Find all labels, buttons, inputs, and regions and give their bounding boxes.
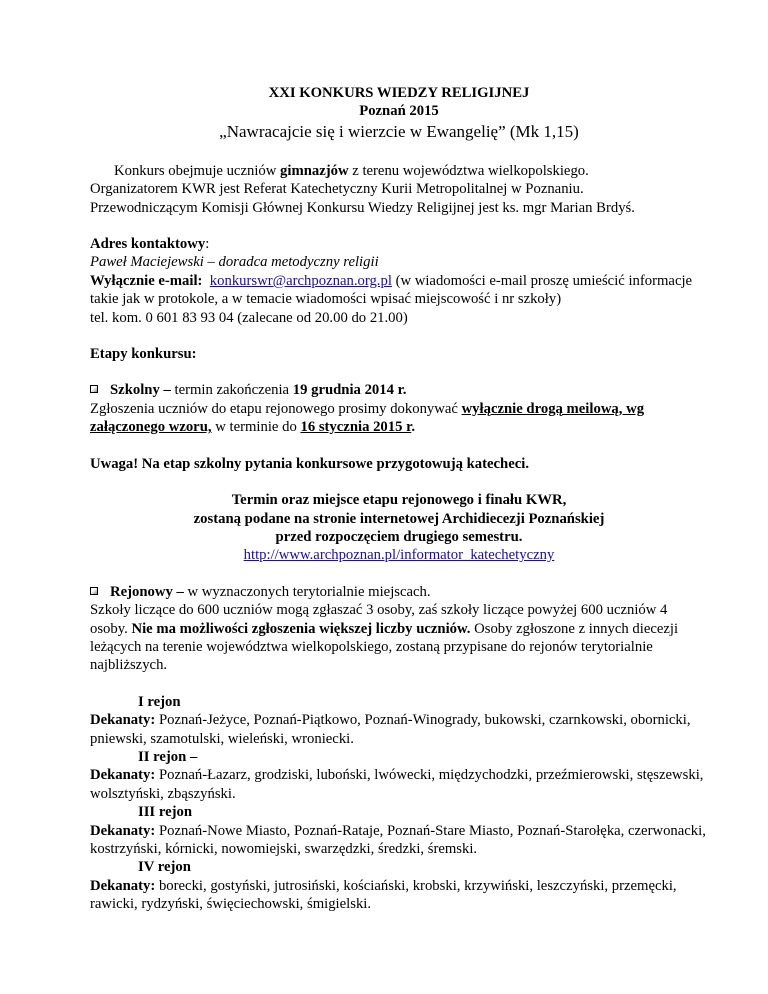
document-title: XXI KONKURS WIEDZY RELIGIJNEJ [268,85,530,101]
email-link[interactable]: konkurswr@archpoznan.org.pl [209,272,392,289]
stages-heading: Etapy konkursu: [90,346,197,363]
contact-heading: Adres kontaktowy: [90,236,210,253]
contact-person: Paweł Maciejewski – doradca metodyczny religii [90,254,379,271]
notice-line-1: Termin oraz miejsce etapu rejonowego i finału KWR, [231,492,567,509]
intro-line-3: Przewodniczącym Komisji Głównej Konkursu Wiedzy Religijnej jest ks. mgr Marian Brdyś. [90,199,635,216]
stage-regional-text: Rejonowy – w wyznaczonych terytorialnie miejscach. Szkoły liczące do 600 uczniów mogą zgłaszać 3 osoby, zaś szkoły liczące powyżej 600 uczniów 4 osoby. Nie ma możliwości zgłoszenia większej liczby uczniów. Osoby zgłoszone z innych diecezji leżących na terenie województwa wielkopolskiego, zostaną przypisane do rejonów terytorialnie najbliższych. [90,583,679,674]
contact-section [90,235,708,327]
submission-method: wyłącznie drogą meilową, wg załączonego wzoru, [90,400,645,436]
notice-line-2: zostaną podane na stronie internetowej Archidiecezji Poznańskiej [193,510,605,527]
checkbox-bullet-icon [90,385,98,393]
school-end-date: 19 grudnia 2014 r. [292,382,407,399]
regions-list [90,693,708,914]
email-label: Wyłącznie e-mail: [90,272,203,289]
stage-school [90,381,708,436]
intro-line-2: Organizatorem KWR jest Referat Katechetyczny Kurii Metropolitalnej w Poznaniu. [90,181,584,198]
region-deanery-list: Dekanaty: Poznań-Nowe Miasto, Poznań-Rataje, Poznań-Stare Miasto, Poznań-Starołęka, czerwonacki, kostrzyński, kórnicki, nowomiejski, swarzędzki, średzki, śremski. [90,822,706,857]
submission-deadline: 16 stycznia 2015 r [300,419,412,436]
checkbox-bullet-icon [90,587,98,595]
intro-bold-gimnazjow: gimnazjów [280,162,349,179]
intro-line-1: Konkurs obejmuje uczniów gimnazjów z terenu województwa wielkopolskiego. [114,162,589,179]
notice-url-line [90,546,708,564]
region-title: III rejon [138,804,192,821]
stage-school-line-2: Zgłoszenia uczniów do etapu rejonowego prosimy dokonywać wyłącznie drogą meilową, wg załączonego wzoru, w terminie do 16 stycznia 2015 r. [90,400,645,436]
stage-school-line-1: Szkolny – termin zakończenia 19 grudnia 2014 r. [90,381,708,399]
region-deanery-list: Dekanaty: Poznań-Jeżyce, Poznań-Piątkowo, Poznań-Winogrady, bukowski, czarnkowski, obornicki, pniewski, szamotulski, wieleński, wroniecki. [90,712,691,747]
notice-line-3: przed rozpoczęciem drugiego semestru. [275,528,523,545]
region-title: II rejon – [138,748,198,765]
document-motto: „Nawracajcie się i wierzcie w Ewangelię” (Mk 1,15) [219,121,579,141]
region-title: I rejon [138,693,181,710]
notice-block [90,491,708,565]
warning-note: Uwaga! Na etap szkolny pytania konkursowe przygotowują katecheci. [90,455,529,472]
contact-phone: tel. kom. 0 601 83 93 04 (zalecane od 20.00 do 21.00) [90,309,408,326]
document-subtitle: Poznań 2015 [359,103,439,120]
region-item [90,858,708,913]
region-item [90,748,708,803]
region-title: IV rejon [138,859,191,876]
intro-paragraph [90,162,708,217]
informator-link[interactable]: http://www.archpoznan.pl/informator_katechetyczny [243,547,555,564]
contact-email-line: Wyłącznie e-mail: konkurswr@archpoznan.org.pl (w wiadomości e-mail proszę umieścić informacje takie jak w protokole, a w temacie wiadomości wpisać miejscowość i nr szkoły) [90,272,693,308]
region-item [90,693,708,748]
region-item [90,803,708,858]
region-deanery-list: Dekanaty: borecki, gostyński, jutrosiński, kościański, krobski, krzywiński, leszczyński, przemęcki, rawicki, rydzyński, święciechowski, śmigielski. [90,877,677,913]
stage-regional [90,583,708,675]
region-deanery-list: Dekanaty: Poznań-Łazarz, grodziski, luboński, lwówecki, międzychodzki, przeźmierowski, stęszewski, wolsztyński, zbąszyński. [90,767,704,802]
regional-limit-note: Nie ma możliwości zgłoszenia większej liczby uczniów. [131,620,471,637]
